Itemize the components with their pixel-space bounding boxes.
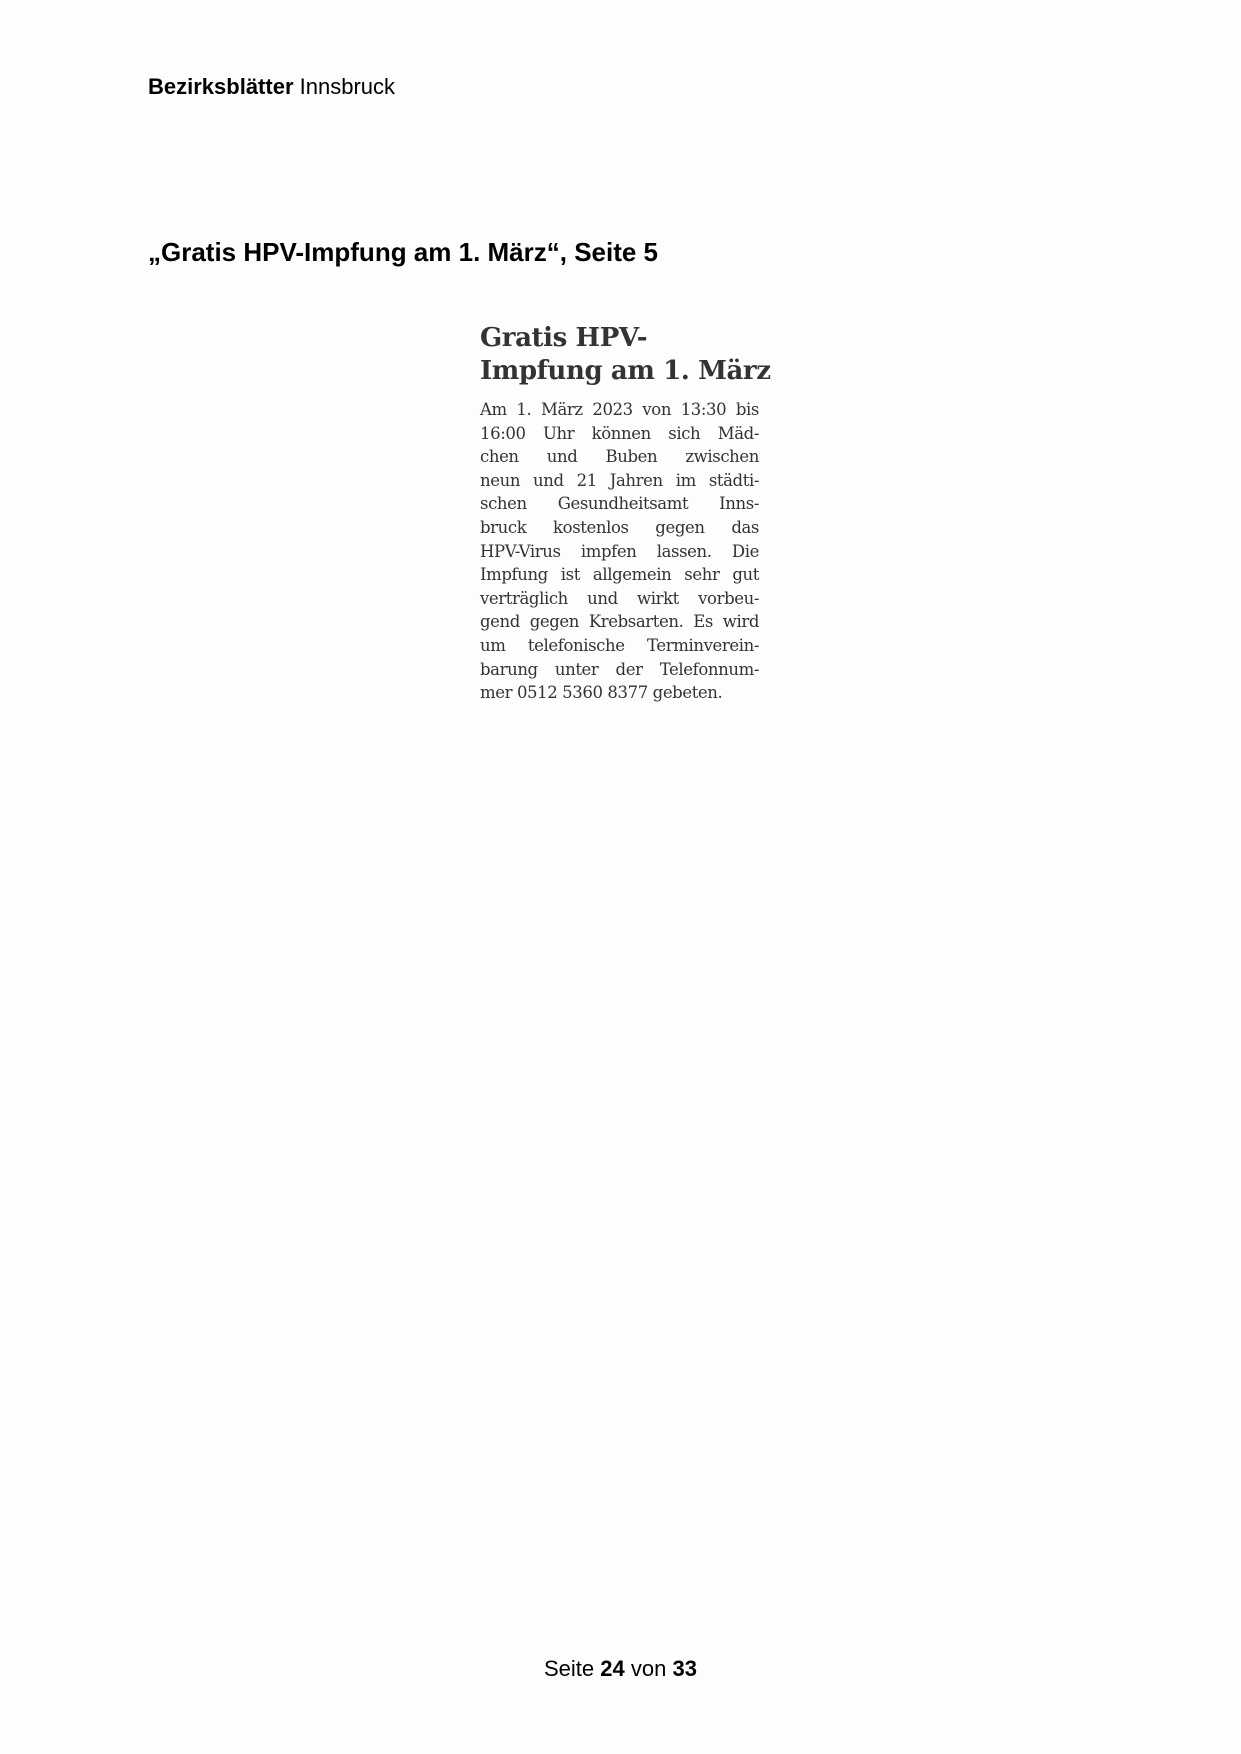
footer-total-pages: 33 [672,1656,697,1681]
publication-region: Innsbruck [299,74,396,99]
page-header [148,74,395,100]
footer-prefix: Seite [544,1656,595,1681]
page-footer [0,1656,1241,1682]
headline-line: Gratis HPV- [480,323,648,353]
body-line: chen und Buben zwischen [480,447,759,467]
clipping-headline [480,322,771,388]
footer-current-page: 24 [600,1656,625,1681]
clipping-body [480,398,759,705]
body-line: mer 0512 5360 8377 gebeten. [480,683,723,703]
publication-name: Bezirksblätter [148,74,294,99]
newspaper-clipping [480,322,771,705]
body-line: Am 1. März 2023 von 13:30 bis [480,400,759,419]
body-line: Impfung ist allgemein sehr gut [480,565,759,585]
body-line: HPV-Virus impfen lassen. Die [480,541,759,561]
body-line: barung unter der Telefonnum- [480,659,759,679]
body-line: neun und 21 Jahren im städti- [480,470,759,490]
footer-separator: von [630,1656,667,1681]
article-reference-title: „Gratis HPV-Impfung am 1. März“, Seite 5 [148,237,659,267]
body-line: gend gegen Krebsarten. Es wird [480,612,759,632]
body-line: verträglich und wirkt vorbeu- [480,588,759,608]
headline-line: Impfung am 1. März [480,356,771,386]
body-line: 16:00 Uhr können sich Mäd- [480,423,759,443]
body-line: bruck kostenlos gegen das [480,517,759,537]
body-line: um telefonische Terminverein- [480,635,759,655]
body-line: schen Gesundheitsamt Inns- [480,494,759,514]
